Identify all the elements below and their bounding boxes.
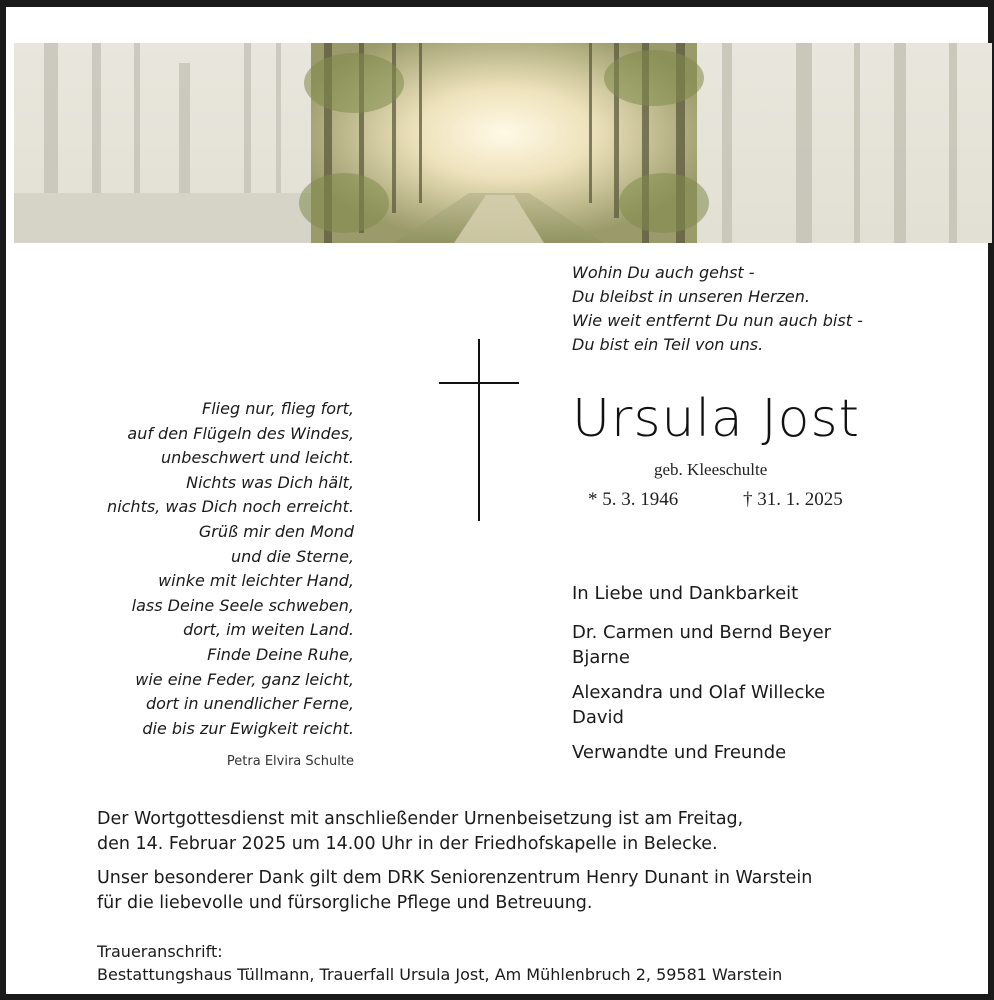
poem-line: unbeschwert und leicht. [161, 448, 354, 468]
death-date: † 31. 1. 2025 [743, 489, 843, 510]
poem-line: Flieg nur, flieg fort, [202, 399, 354, 418]
poem-line: dort, im weiten Land. [183, 620, 354, 640]
mourner-line: David [572, 707, 624, 728]
thanks-line: für die liebevolle und fürsorgliche Pflege und Betreuung. [97, 893, 593, 913]
verse-top [572, 261, 863, 357]
birth-name: geb. Kleeschulte [654, 460, 768, 479]
poem-line: wie eine Feder, ganz leicht, [135, 669, 354, 689]
deceased-name: Ursula Jost [572, 389, 860, 449]
mourner-line: Verwandte und Freunde [572, 742, 787, 763]
thanks-line: Unser besonderer Dank gilt dem DRK Seniorenzentrum Henry Dunant in Warstein [97, 868, 813, 888]
service-line: Der Wortgottesdienst mit anschließender Urnenbeisetzung ist am Freitag, [97, 809, 744, 829]
mourner-line: Bjarne [572, 647, 630, 668]
verse-line: Du bleibst in unseren Herzen. [572, 287, 810, 306]
service-info [97, 807, 917, 916]
poem-line: winke mit leichter Hand, [158, 571, 354, 591]
poem-line: Grüß mir den Mond [198, 521, 354, 541]
poem [107, 397, 354, 741]
poem-line: Nichts was Dich hält, [186, 472, 354, 492]
verse-line: Du bist ein Teil von uns. [572, 335, 764, 354]
mourner-line: Alexandra und Olaf Willecke [572, 682, 826, 703]
mourners [572, 581, 831, 765]
address-label: Traueranschrift: [97, 942, 223, 961]
poem-line: nichts, was Dich noch erreicht. [107, 497, 354, 517]
verse-line: Wohin Du auch gehst - [572, 263, 755, 282]
poem-line: dort in unendlicher Ferne, [145, 694, 354, 714]
cross-icon [439, 339, 519, 525]
life-dates [588, 489, 843, 511]
address-text: Bestattungshaus Tüllmann, Trauerfall Ursula Jost, Am Mühlenbruch 2, 59581 Warstein [97, 965, 783, 984]
poem-line: und die Sterne, [231, 546, 354, 566]
mourner-line: Dr. Carmen und Bernd Beyer [572, 622, 832, 643]
service-line: den 14. Februar 2025 um 14.00 Uhr in der Friedhofskapelle in Belecke. [97, 834, 718, 854]
forest-path-photo [14, 43, 992, 243]
poem-line: die bis zur Ewigkeit reicht. [142, 718, 354, 738]
mourners-intro: In Liebe und Dankbarkeit [572, 583, 799, 604]
birth-date: * 5. 3. 1946 [588, 489, 679, 510]
verse-line: Wie weit entfernt Du nun auch bist - [572, 311, 863, 330]
poem-line: Finde Deine Ruhe, [207, 644, 354, 664]
poem-author: Petra Elvira Schulte [226, 754, 354, 769]
poem-line: lass Deine Seele schweben, [131, 595, 354, 615]
mourning-address [97, 940, 782, 986]
poem-line: auf den Flügeln des Windes, [127, 423, 354, 443]
